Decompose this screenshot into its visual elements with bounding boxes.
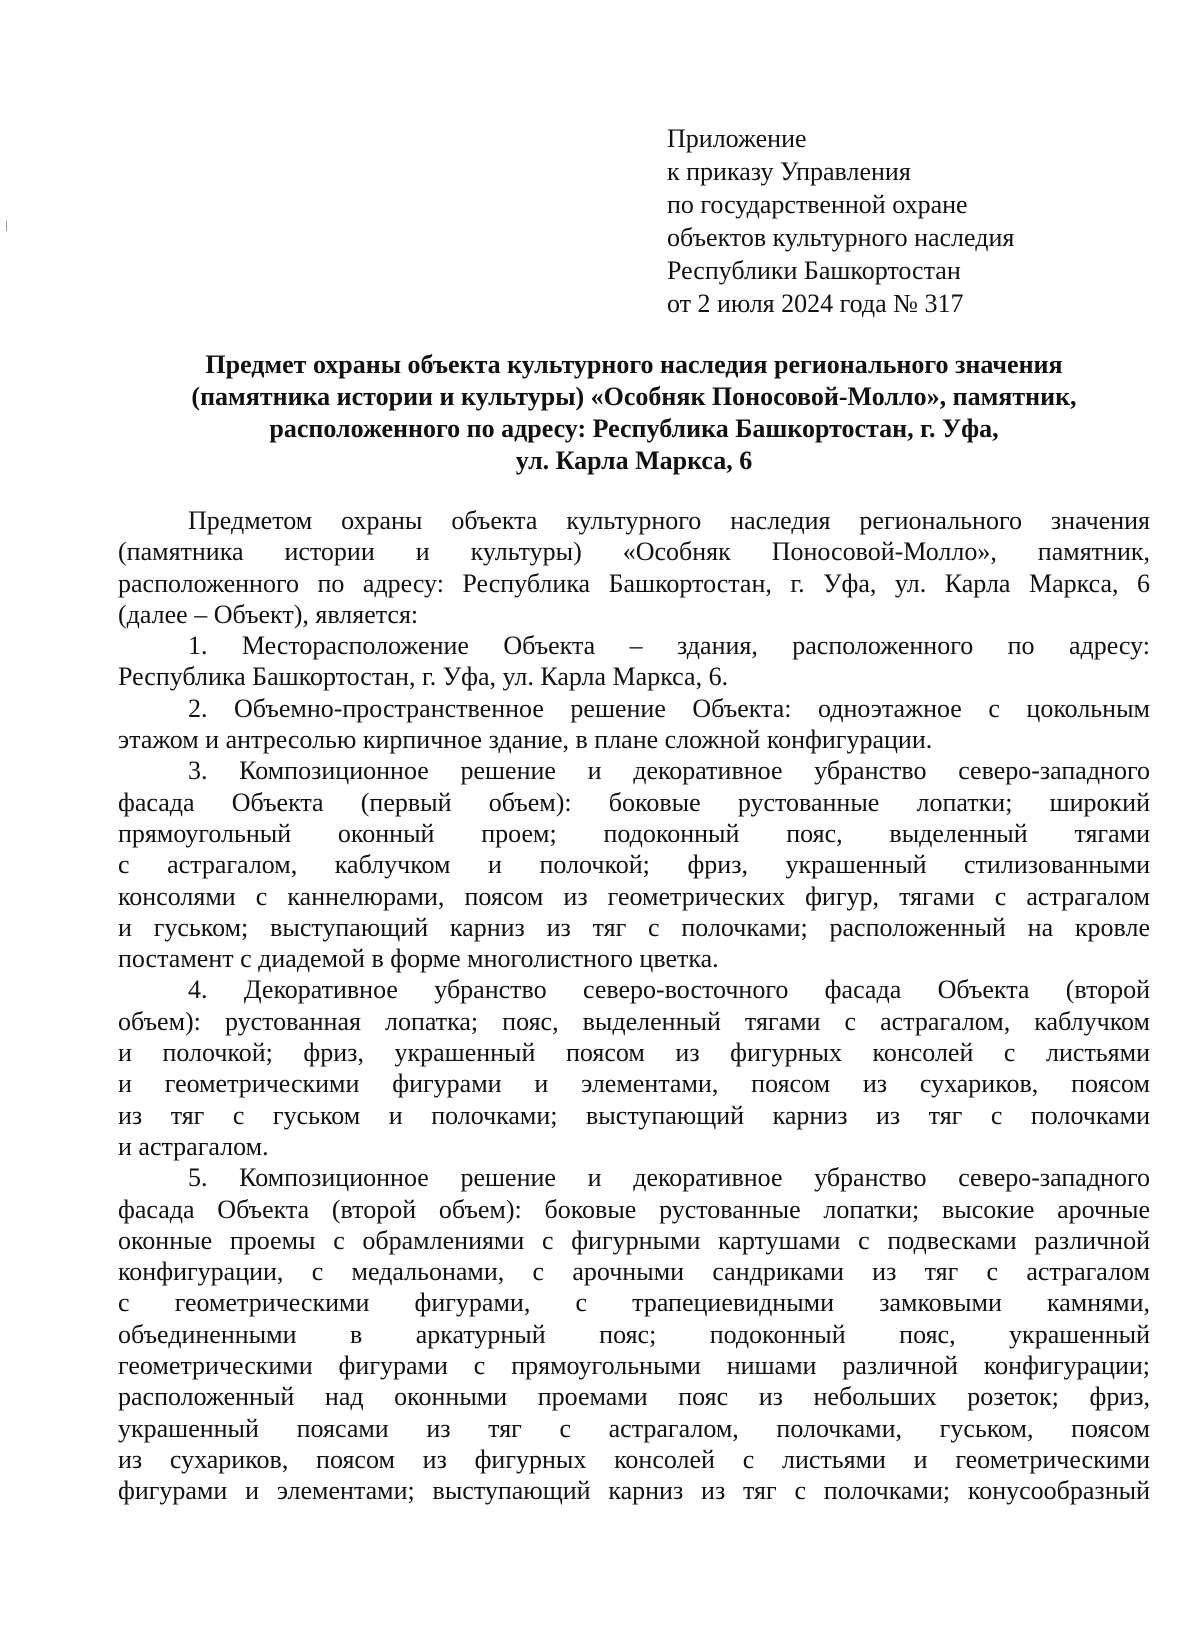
text-line: этажом и антресолью кирпичное здание, в плане сложной конфигурации. [118,725,933,755]
appendix-block [667,122,1014,320]
text-line: прямоугольный оконный проем; подоконный пояс, выделенный тягами [118,818,1150,848]
appendix-line: объектов культурного наследия [667,223,1015,252]
text-line: расположенный над оконными проемами пояс из небольших розеток; фриз, [118,1382,1150,1412]
text-line: и астрагалом. [118,1131,269,1161]
text-line: из тяг с гуськом и полочками; выступающий карниз из тяг с полочками [118,1100,1150,1130]
text-line: Республика Башкортостан, г. Уфа, ул. Карла Маркса, 6. [118,662,729,692]
text-line: фасада Объекта (второй объем): боковые рустованные лопатки; высокие арочные [118,1194,1150,1224]
text-line: из сухариков, поясом из фигурных консолей с листьями и геометрическими [118,1444,1150,1474]
document-title [118,349,1150,477]
item-1-paragraph [118,630,1150,693]
text-line: и геометрическими фигурами и элементами, поясом из сухариков, поясом [118,1069,1150,1099]
text-line: постамент с диадемой в форме многолистного цветка. [118,944,719,974]
text-line: фигурами и элементами; выступающий карниз из тяг с полочками; конусообразный [118,1476,1150,1506]
text-line: 2. Объемно-пространственное решение Объекта: одноэтажное с цокольным [188,693,1150,723]
text-line: объединенными в аркатурный пояс; подоконный пояс, украшенный [118,1319,1150,1349]
text-line: 4. Декоративное убранство северо-восточного фасада Объекта (второй [188,975,1150,1005]
text-line: (далее – Объект), является: [118,599,419,629]
text-line: объем): рустованная лопатка; пояс, выделенный тягами с астрагалом, каблучком [118,1006,1150,1036]
title-line: Предмет охраны объекта культурного наследия регионального значения [205,350,1063,379]
appendix-line: от 2 июля 2024 года № 317 [667,289,964,318]
text-line: конфигурации, с медальонами, с арочными сандриками из тяг с астрагалом [118,1257,1150,1287]
text-line: с астрагалом, каблучком и полочкой; фриз, украшенный стилизованными [118,850,1150,880]
intro-paragraph [118,505,1150,630]
text-line: 3. Композиционное решение и декоративное убранство северо-западного [188,756,1150,786]
appendix-line: к приказу Управления [667,157,911,186]
text-line: оконные проемы с обрамлениями с фигурными картушами с подвесками различной [118,1225,1150,1255]
appendix-line: по государственной охране [667,190,968,219]
title-line: (памятника истории и культуры) «Особняк Поносовой-Молло», памятник, [191,382,1077,411]
item-3-paragraph [118,755,1150,974]
text-line: 5. Композиционное решение и декоративное убранство северо-западного [188,1163,1150,1193]
item-2-paragraph [118,693,1150,756]
title-line: ул. Карла Маркса, 6 [515,446,753,475]
text-line: и гуськом; выступающий карниз из тяг с полочками; расположенный на кровле [118,912,1150,942]
text-line: геометрическими фигурами с прямоугольными нишами различной конфигурации; [118,1351,1150,1381]
text-line: (памятника истории и культуры) «Особняк Поносовой-Молло», памятник, [118,537,1150,567]
text-line: фасада Объекта (первый объем): боковые рустованные лопатки; широкий [118,787,1150,817]
text-line: и полочкой; фриз, украшенный поясом из фигурных консолей с листьями [118,1038,1150,1068]
appendix-line: Республики Башкортостан [667,256,961,285]
title-line: расположенного по адресу: Республика Башкортостан, г. Уфа, [269,414,999,443]
text-line: консолями с каннелюрами, поясом из геометрических фигур, тягами с астрагалом [118,881,1150,911]
text-line: украшенный поясами из тяг с астрагалом, полочками, гуськом, поясом [118,1413,1150,1443]
item-5-paragraph [118,1162,1150,1506]
text-line: 1. Месторасположение Объекта – здания, расположенного по адресу: [188,631,1150,661]
text-line: Предметом охраны объекта культурного наследия регионального значения [188,506,1150,535]
item-4-paragraph [118,974,1150,1162]
text-line: с геометрическими фигурами, с трапециевидными замковыми камнями, [118,1288,1150,1318]
scan-margin-mark [6,221,7,231]
text-line: расположенного по адресу: Республика Башкортостан, г. Уфа, ул. Карла Маркса, 6 [118,568,1150,598]
appendix-line: Приложение [667,124,807,153]
document-body [118,505,1150,1507]
